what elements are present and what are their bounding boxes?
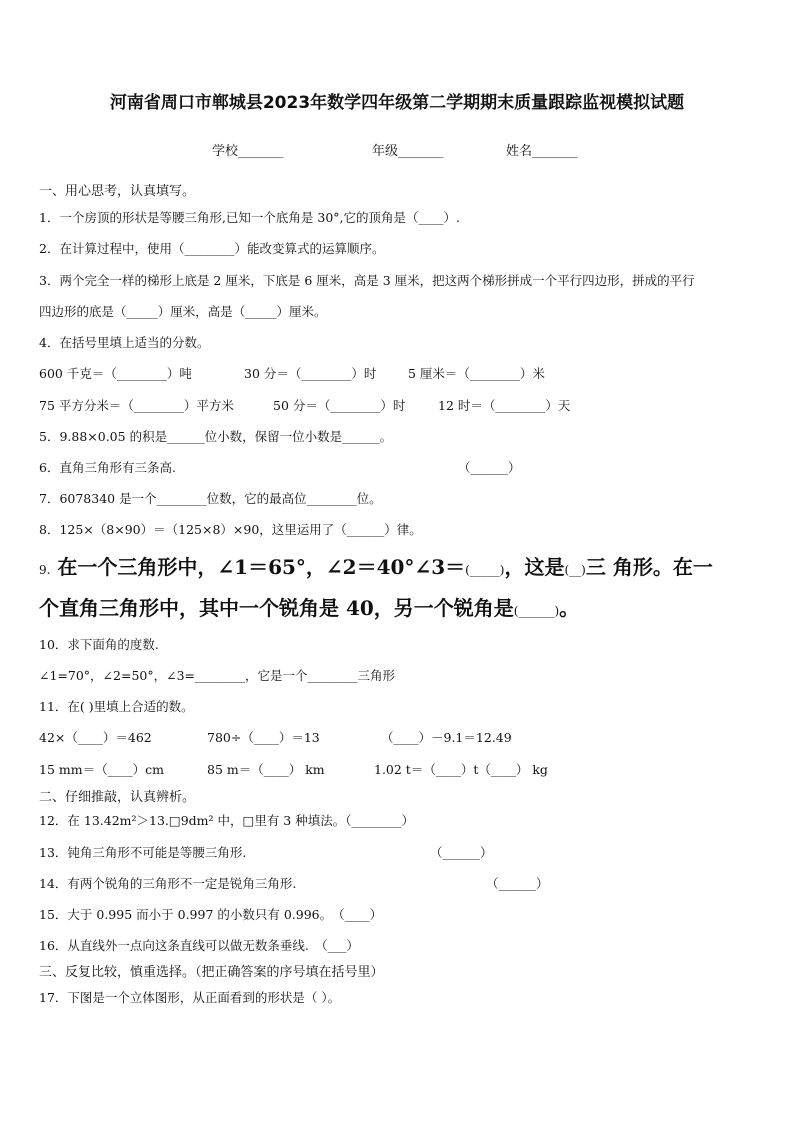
question-9-line-2 bbox=[39, 592, 579, 621]
answer-blank: (______) bbox=[513, 604, 560, 618]
question-9-text: ，这是 bbox=[504, 555, 565, 579]
question-9-line-1 bbox=[39, 551, 713, 580]
name-field: 姓名_______ bbox=[506, 144, 578, 159]
question-17: 17．下图是一个立体图形，从正面看到的形状是（ ）。 bbox=[39, 990, 341, 1005]
answer-blank: (_____) bbox=[465, 563, 505, 577]
question-10: 10．求下面角的度数. bbox=[39, 637, 159, 652]
question-4-item: 600 千克＝（________）吨 bbox=[39, 366, 192, 381]
question-9-text: 个直角三角形中，其中一个锐角是 40，另一个锐角是 bbox=[39, 596, 514, 620]
answer-parenthesis: （______） bbox=[458, 460, 521, 475]
question-11-item: 780÷（____）＝13 bbox=[207, 730, 320, 745]
question-16: 16．从直线外一点向这条直线可以做无数条垂线. （___） bbox=[39, 938, 359, 953]
question-8: 8．125×（8×90）＝（125×8）×90，这里运用了（______）律。 bbox=[39, 522, 422, 537]
question-2: 2．在计算过程中，使用（________）能改变算式的运算顺序。 bbox=[39, 241, 385, 256]
grade-field: 年级_______ bbox=[372, 144, 444, 159]
answer-blank: (__) bbox=[564, 563, 586, 577]
section-2-heading: 二、仔细推敲，认真辨析。 bbox=[39, 790, 196, 805]
question-6: 6．直角三角形有三条高. bbox=[39, 460, 176, 475]
question-4-item: 50 分＝（________）时 bbox=[273, 398, 406, 413]
question-11-item: 85 m＝（____） km bbox=[207, 762, 325, 777]
question-11-item: 15 mm＝（____）cm bbox=[39, 762, 164, 777]
question-3-line-1: 3．两个完全一样的梯形上底是 2 厘米，下底是 6 厘米，高是 3 厘米，把这两个梯形拼成一个平行四边形，拼成的平行 bbox=[39, 273, 695, 288]
question-4-item: 30 分＝（________）时 bbox=[244, 366, 377, 381]
question-11-item: 1.02 t＝（____）t（____） kg bbox=[374, 762, 548, 777]
question-13: 13．钝角三角形不可能是等腰三角形. bbox=[39, 845, 247, 860]
question-11-item: 42×（____）＝462 bbox=[39, 730, 152, 745]
question-15: 15．大于 0.995 而小于 0.997 的小数只有 0.996。 （____） bbox=[39, 907, 383, 922]
question-3-line-2: 四边形的底是（_____）厘米，高是（_____）厘米。 bbox=[39, 304, 327, 319]
answer-parenthesis: （______） bbox=[430, 845, 493, 860]
question-9-number: 9. bbox=[39, 563, 51, 577]
question-12: 12．在 13.42m²＞13.□9dm² 中，□里有 3 种填法。（________） bbox=[39, 813, 414, 828]
question-11: 11．在( )里填上合适的数。 bbox=[39, 699, 194, 714]
question-10-detail: ∠1=70°，∠2=50°，∠3=________，它是一个________三角形 bbox=[39, 668, 396, 683]
question-9-text: 三 角形。在一 bbox=[585, 555, 713, 579]
question-4: 4．在括号里填上适当的分数。 bbox=[39, 335, 210, 350]
question-1: 1．一个房顶的形状是等腰三角形,已知一个底角是 30°,它的顶角是（____）. bbox=[39, 210, 461, 225]
section-1-heading: 一、用心思考，认真填写。 bbox=[39, 184, 196, 199]
question-14: 14．有两个锐角的三角形不一定是锐角三角形. bbox=[39, 876, 297, 891]
question-4-item: 75 平方分米＝（________）平方米 bbox=[39, 398, 234, 413]
question-7: 7．6078340 是一个________位数，它的最高位________位。 bbox=[39, 491, 382, 506]
question-11-item: （____）－9.1＝12.49 bbox=[381, 730, 512, 745]
question-4-item: 5 厘米＝（________）米 bbox=[408, 366, 545, 381]
question-9-text: 在一个三角形中，∠1＝65°，∠2＝40°∠3＝ bbox=[57, 555, 466, 579]
question-4-item: 12 时＝（________）天 bbox=[438, 398, 571, 413]
question-9-text: 。 bbox=[559, 596, 580, 620]
section-3-heading: 三、反复比较，慎重选择。（把正确答案的序号填在括号里） bbox=[39, 965, 384, 980]
answer-parenthesis: （______） bbox=[486, 876, 549, 891]
page-title: 河南省周口市郸城县2023年数学四年级第二学期期末质量跟踪监视模拟试题 bbox=[109, 93, 685, 113]
question-5: 5．9.88×0.05 的积是______位小数，保留一位小数是______。 bbox=[39, 429, 393, 444]
school-field: 学校_______ bbox=[212, 144, 284, 159]
